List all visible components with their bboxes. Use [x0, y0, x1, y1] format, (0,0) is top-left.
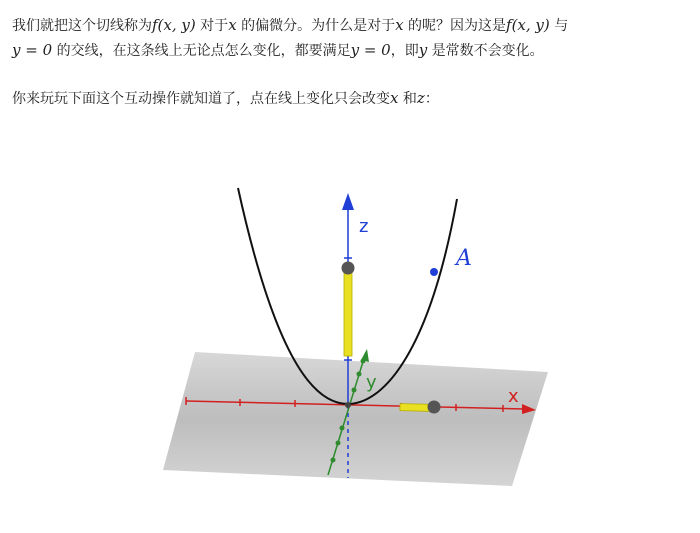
origin-point	[345, 402, 351, 408]
y-axis-label: y	[366, 372, 377, 393]
z-axis-label: z	[359, 216, 369, 237]
point-a[interactable]	[430, 268, 438, 276]
text-run: 的呢？因为这是	[403, 18, 507, 34]
z-axis-arrow	[342, 193, 354, 210]
math-x: x	[395, 16, 404, 34]
point-a-label: A	[456, 246, 472, 271]
math-y: y	[418, 41, 428, 59]
math-y-equals-0: y = 0	[12, 41, 53, 59]
text-run: 的偏微分。为什么是对于	[236, 18, 396, 34]
z-projection-segment	[344, 270, 352, 356]
math-x: x	[390, 89, 399, 107]
xy-plane	[163, 352, 548, 486]
text-run: 我们就把这个切线称为	[12, 18, 152, 34]
text-run: ：	[424, 91, 439, 107]
text-run: 对于	[195, 18, 229, 34]
text-run: 的交线，在这条线上无论点怎么变化，都要满足	[52, 43, 351, 59]
text-run: 你来玩玩下面这个互动操作就知道了，点在线上变化只会改变	[12, 91, 390, 107]
applet-canvas[interactable]	[0, 130, 700, 529]
text-run: 是常数不会变化。	[427, 43, 544, 59]
math-fxy: f(x, y)	[506, 16, 550, 34]
math-x: x	[228, 16, 237, 34]
text-run: ，即	[390, 43, 419, 59]
z-projection-point[interactable]	[342, 262, 355, 275]
explanation-paragraph	[12, 13, 688, 63]
x-projection-point[interactable]	[428, 401, 441, 414]
math-fxy: f(x, y)	[152, 16, 196, 34]
math-y-equals-0: y = 0	[350, 41, 391, 59]
text-run: 与	[549, 18, 569, 34]
instruction-paragraph	[12, 86, 688, 111]
interactive-3d-applet[interactable]	[0, 130, 700, 529]
x-axis-label: x	[508, 386, 519, 407]
text-run: 和	[398, 91, 417, 107]
math-z: z	[416, 89, 425, 107]
